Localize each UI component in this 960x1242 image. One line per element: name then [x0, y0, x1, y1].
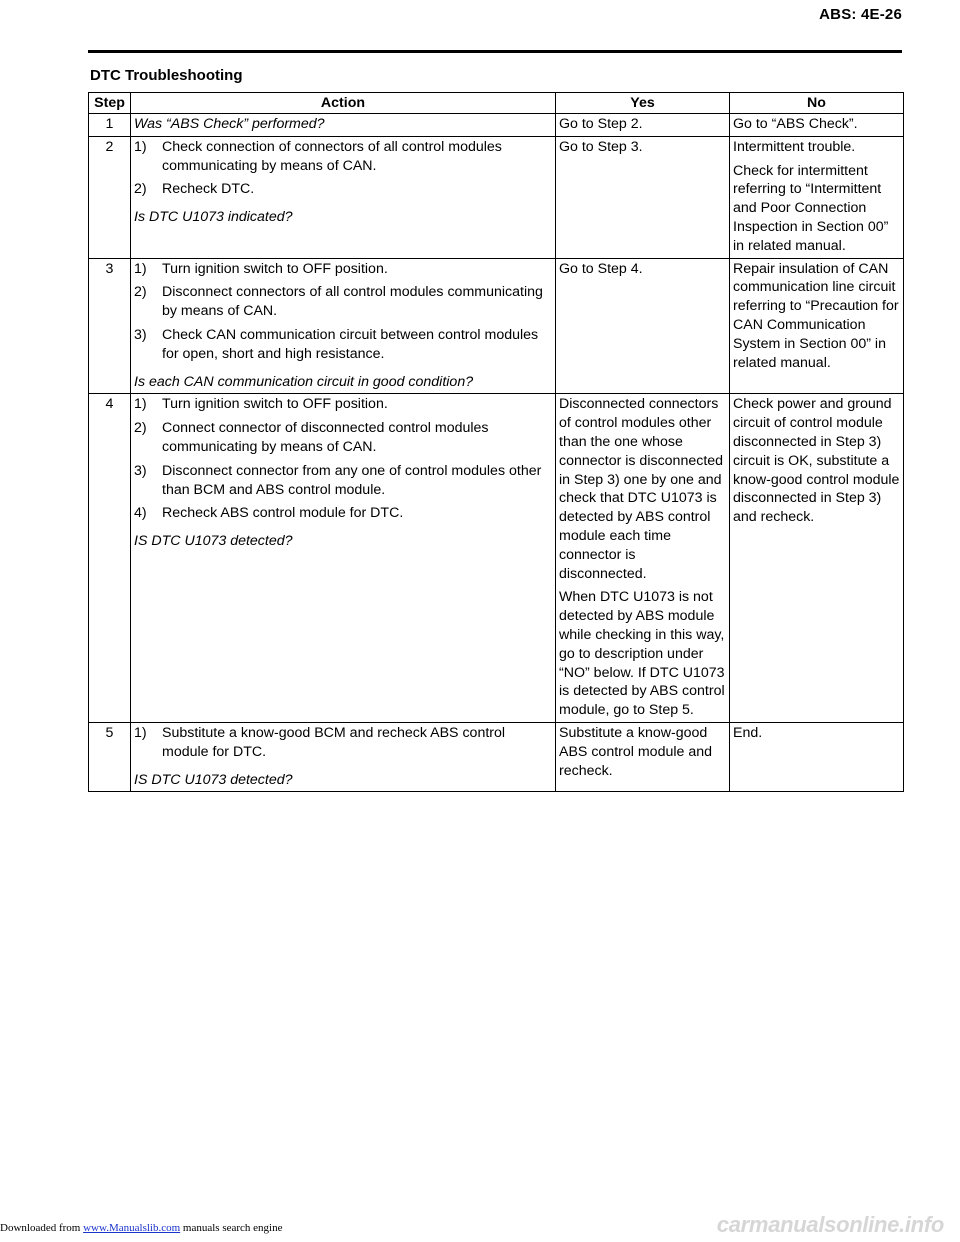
yes-cell	[556, 258, 730, 394]
action-item-text: Turn ignition switch to OFF position.	[162, 396, 388, 413]
action-item-number: 1)	[134, 138, 147, 155]
footer-prefix: Downloaded from	[0, 1222, 84, 1234]
action-cell	[131, 394, 556, 723]
no-text: Check for intermittent referring to “Intermittent and Poor Connection Inspection in Section 00” in related manual.	[733, 162, 889, 254]
step-number: 3	[89, 258, 131, 394]
column-header-action: Action	[131, 93, 556, 114]
table-row	[89, 394, 904, 723]
action-question: Is DTC U1073 indicated?	[134, 209, 293, 226]
step-number: 2	[89, 136, 131, 258]
yes-cell	[556, 394, 730, 723]
no-cell	[730, 136, 904, 258]
yes-text: When DTC U1073 is not detected by ABS module while checking in this way, go to description under “NO” below. If DTC U1073 is detected by ABS control module, go to Step 5.	[559, 589, 725, 719]
action-cell	[131, 136, 556, 258]
action-item-number: 1)	[134, 396, 147, 413]
action-item-number: 2)	[134, 420, 147, 437]
action-item	[134, 419, 552, 457]
yes-text: Go to Step 2.	[559, 116, 643, 132]
step-number: 1	[89, 114, 131, 137]
action-item-text: Connect connector of disconnected control modules communicating by means of CAN.	[162, 420, 489, 455]
table-row	[89, 114, 904, 137]
action-item-number: 1)	[134, 260, 147, 277]
action-item-text: Disconnect connector from any one of control modules other than BCM and ABS control module.	[162, 462, 542, 498]
yes-text: Substitute a know-good ABS control module and recheck.	[559, 724, 713, 779]
action-item-number: 1)	[134, 724, 147, 741]
action-item	[134, 395, 552, 414]
no-text: Check power and ground circuit of control module disconnected in Step 3) circuit is OK, substitute a know-good control module disconnected in Step 3) and recheck.	[733, 396, 900, 526]
yes-text: Disconnected connectors of control modules other than the one whose connector is disconnected in Step 3) one by one and check that DTC U1073 is detected by ABS control module each time connector is disconnected.	[559, 396, 724, 582]
action-item	[134, 180, 552, 199]
section-title: DTC Troubleshooting	[90, 67, 243, 84]
no-cell	[730, 722, 904, 791]
yes-cell	[556, 114, 730, 137]
action-question: IS DTC U1073 detected?	[134, 771, 293, 788]
column-header-yes: Yes	[556, 93, 730, 114]
action-item-text: Recheck ABS control module for DTC.	[162, 505, 404, 522]
action-question: Was “ABS Check” performed?	[134, 116, 325, 132]
yes-text: Go to Step 3.	[559, 138, 643, 155]
table-row	[89, 258, 904, 394]
action-item	[134, 283, 552, 321]
action-cell	[131, 722, 556, 791]
action-item-number: 4)	[134, 505, 147, 522]
action-item-number: 3)	[134, 326, 147, 343]
footer-suffix: manuals search engine	[180, 1222, 283, 1234]
watermark: carmanualsonline.info	[716, 1212, 944, 1237]
manualslib-link[interactable]: www.Manualslib.com	[83, 1222, 181, 1234]
table-header-row	[89, 93, 904, 114]
header-rule	[88, 50, 902, 53]
action-item-text: Recheck DTC.	[162, 181, 255, 198]
no-cell	[730, 258, 904, 394]
action-question: Is each CAN communication circuit in good condition?	[134, 373, 474, 390]
action-item	[134, 326, 552, 364]
action-item-text: Turn ignition switch to OFF position.	[162, 260, 388, 277]
action-cell	[131, 258, 556, 394]
action-item-text: Substitute a know-good BCM and recheck ABS control module for DTC.	[162, 724, 506, 760]
action-item-number: 2)	[134, 181, 147, 198]
page-header: ABS: 4E-26	[819, 6, 902, 23]
action-question: IS DTC U1073 detected?	[134, 533, 293, 550]
action-item	[134, 724, 552, 762]
no-text: End.	[733, 724, 763, 741]
table-row	[89, 136, 904, 258]
column-header-no: No	[730, 93, 904, 114]
action-item	[134, 504, 552, 523]
action-item	[134, 138, 552, 176]
download-footer	[0, 1222, 282, 1234]
yes-text: Go to Step 4.	[559, 260, 643, 277]
action-item	[134, 462, 552, 500]
action-item-text: Check CAN communication circuit between control modules for open, short and high resistance.	[162, 326, 539, 362]
yes-cell	[556, 136, 730, 258]
no-text: Intermittent trouble.	[733, 138, 856, 155]
no-cell	[730, 114, 904, 137]
action-item-text: Check connection of connectors of all control modules communicating by means of CAN.	[162, 138, 502, 174]
action-item-text: Disconnect connectors of all control modules communicating by means of CAN.	[162, 284, 543, 320]
no-text: Go to “ABS Check”.	[733, 116, 858, 132]
yes-cell	[556, 722, 730, 791]
action-item-number: 2)	[134, 284, 147, 301]
step-number: 4	[89, 394, 131, 723]
action-item-number: 3)	[134, 462, 147, 479]
no-text: Repair insulation of CAN communication line circuit referring to “Precaution for CAN Communication System in Section 00” in related manual.	[733, 260, 899, 371]
no-cell	[730, 394, 904, 723]
table-row	[89, 722, 904, 791]
dtc-troubleshooting-table	[88, 92, 904, 792]
action-item	[134, 260, 552, 279]
action-cell	[131, 114, 556, 137]
column-header-step: Step	[89, 93, 131, 114]
step-number: 5	[89, 722, 131, 791]
